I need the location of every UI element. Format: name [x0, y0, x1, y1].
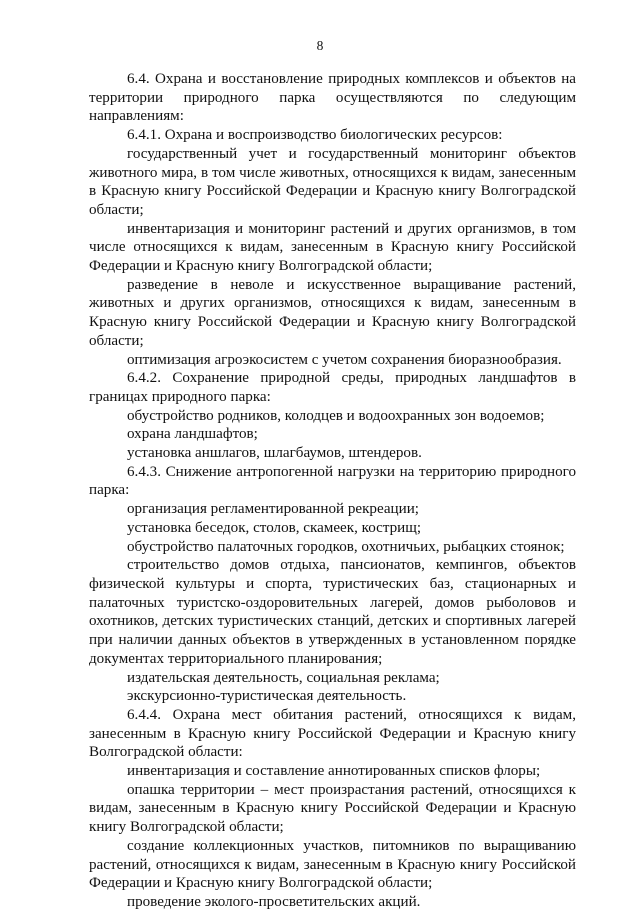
paragraph-6-4-4: 6.4.4. Охрана мест обитания растений, относящихся к видам, занесенным в Красную книгу Российской Федерации и Красную книгу Волгоградской области:: [89, 706, 576, 761]
page-number: 8: [316, 38, 324, 53]
list-item: оптимизация агроэкосистем с учетом сохранения биоразнообразия.: [127, 351, 562, 368]
list-item: издательская деятельность, социальная реклама;: [127, 669, 440, 686]
list-item: государственный учет и государственный мониторинг объектов животного мира, в том числе животных, относящихся к видам, занесенным в Красную книгу Российской Федерации и Красную книгу Волгоградской области;: [89, 145, 576, 218]
paragraph-6-4-1: 6.4.1. Охрана и воспроизводство биологических ресурсов:: [127, 127, 503, 144]
list-item: организация регламентированной рекреации;: [127, 501, 419, 518]
list-item: охрана ландшафтов;: [127, 426, 258, 443]
list-item: проведение эколого-просветительских акций.: [127, 893, 421, 910]
list-item: установка аншлагов, шлагбаумов, штендеров.: [127, 445, 422, 462]
list-item: установка беседок, столов, скамеек, кострищ;: [127, 519, 422, 536]
list-item: строительство домов отдыха, пансионатов, кемпингов, объектов физической культуры и спорта, туристических баз, стационарных и палаточных туристско-оздоровительных лагерей, домов рыболовов и охотников, детских туристических станций, детских и спортивных лагерей при наличии данных объектов в утвержденных в установленном порядке документах территориального планирования;: [89, 557, 576, 667]
list-item: инвентаризация и мониторинг растений и других организмов, в том числе относящихся к видам, занесенным в Красную книгу Российской Федерации и Красную книгу Волгоградской области;: [89, 220, 576, 275]
list-item: опашка территории – мест произрастания растений, относящихся к видам, занесенным в Красную книгу Российской Федерации и Красную книгу Волгоградской области;: [89, 781, 576, 836]
list-item: обустройство родников, колодцев и водоохранных зон водоемов;: [127, 407, 545, 424]
paragraph-6-4-3: 6.4.3. Снижение антропогенной нагрузки на территорию природного парка:: [89, 463, 576, 499]
list-item: экскурсионно-туристическая деятельность.: [127, 688, 407, 705]
paragraph-6-4: 6.4. Охрана и восстановление природных комплексов и объектов на территории природного парка осуществляются по следующим направлениям:: [89, 71, 576, 125]
list-item: инвентаризация и составление аннотированных списков флоры;: [127, 763, 541, 780]
list-item: разведение в неволе и искусственное выращивание растений, животных и других организмов, относящихся к видам, занесенным в Красную книгу Российской Федерации и Красную книгу Волгоградской области;: [89, 276, 576, 349]
list-item: обустройство палаточных городков, охотничьих, рыбацких стоянок;: [127, 538, 565, 555]
list-item: создание коллекционных участков, питомников по выращиванию растений, относящихся к видам, занесенным в Красную книгу Российской Федерации и Красную книгу Волгоградской области;: [89, 837, 576, 892]
document-body: [89, 70, 576, 912]
paragraph-6-4-2: 6.4.2. Сохранение природной среды, природных ландшафтов в границах природного парка:: [89, 370, 576, 405]
